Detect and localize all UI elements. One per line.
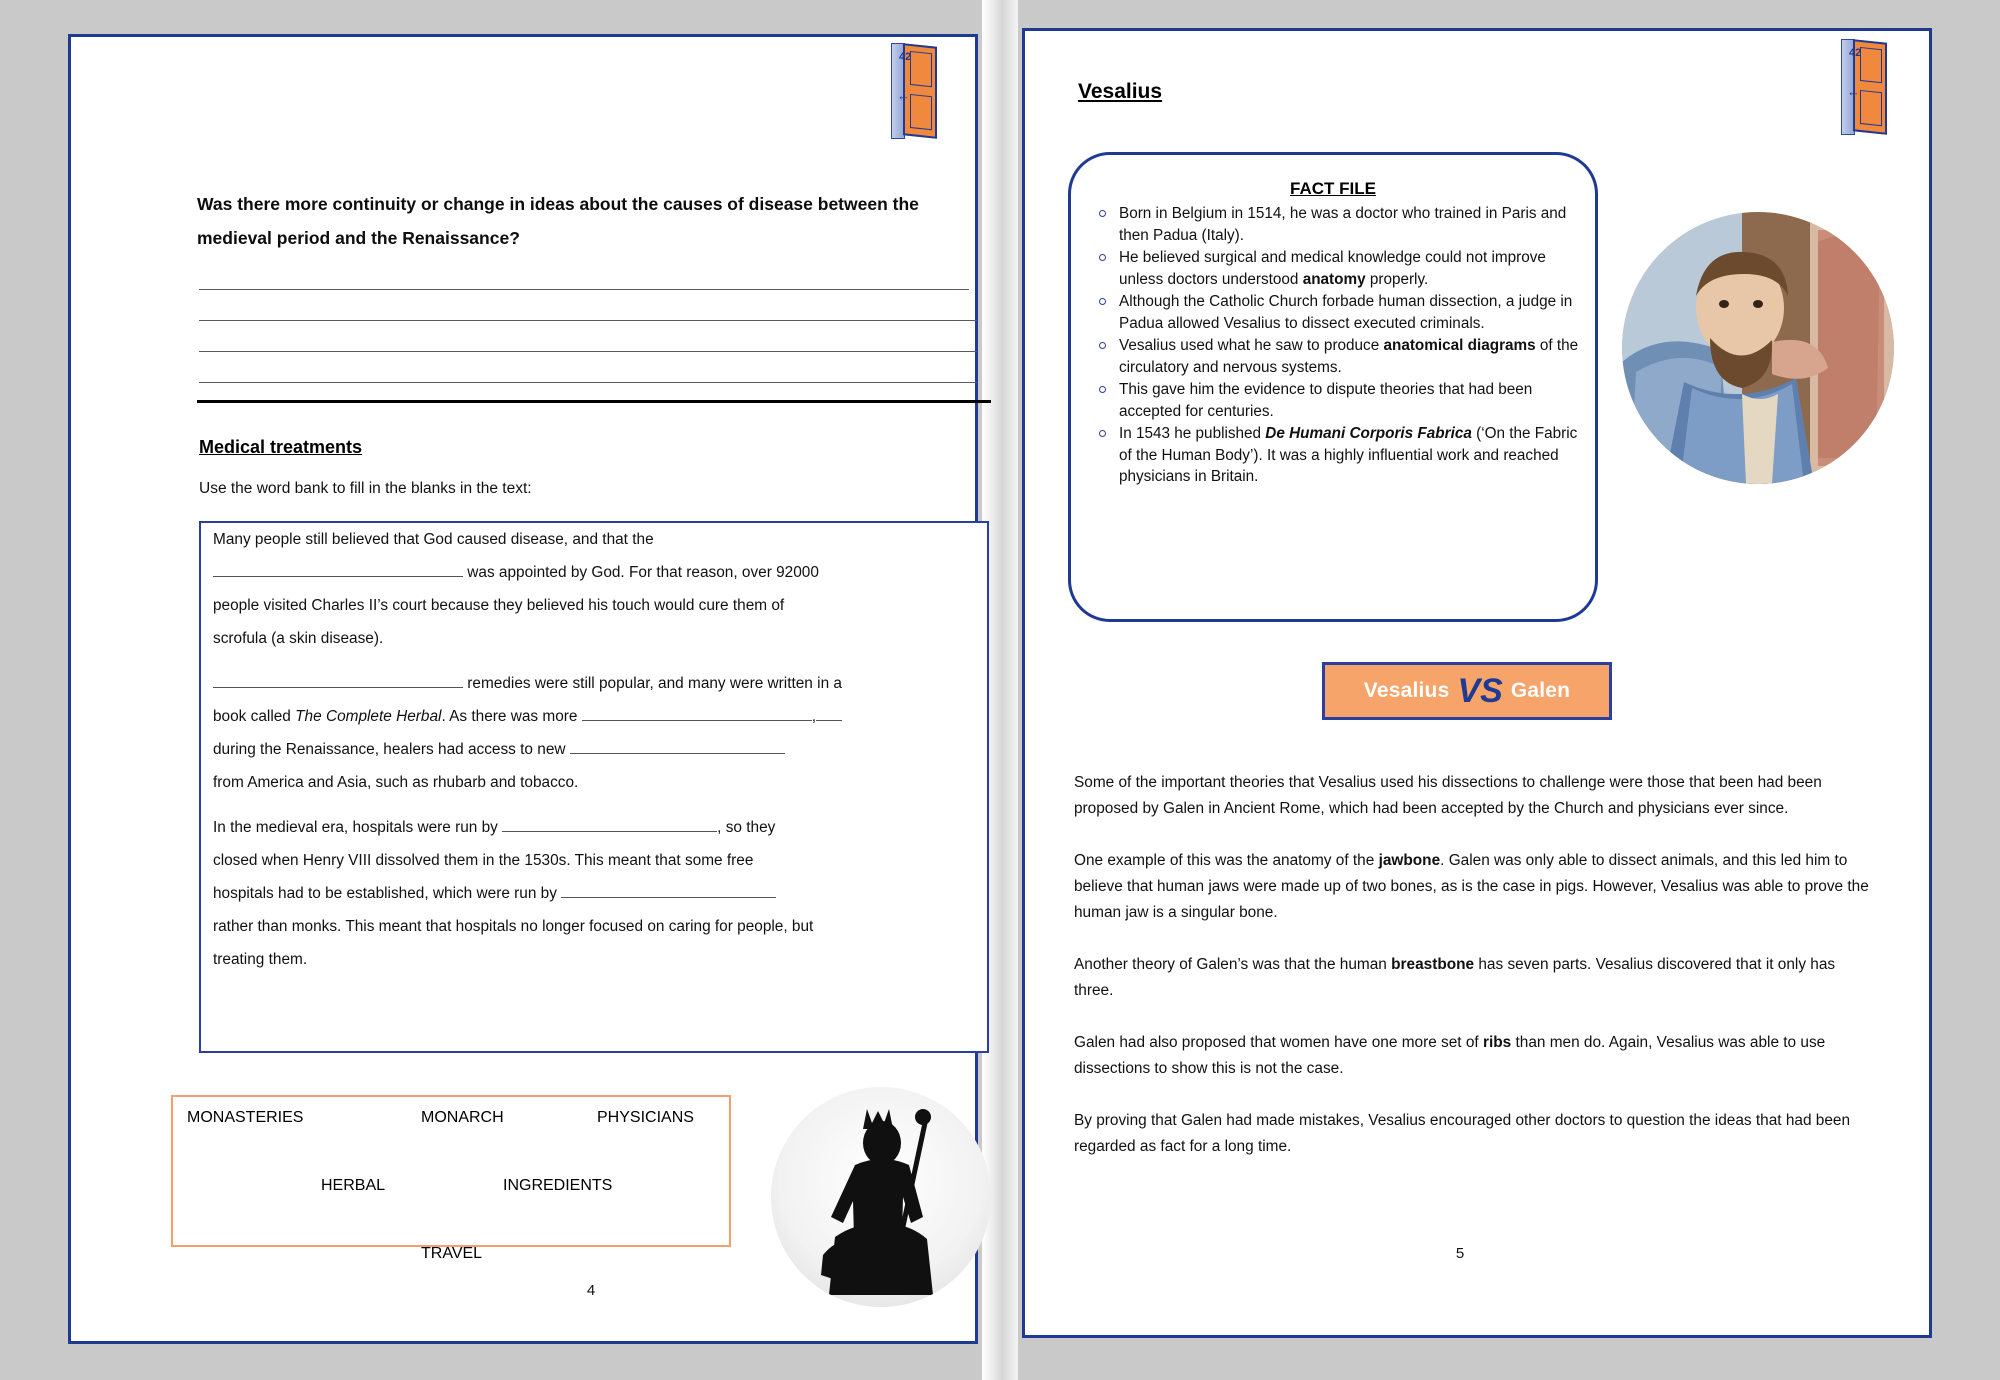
body-text — [1074, 770, 1874, 1186]
page-number: 4 — [586, 1282, 596, 1299]
cloze-line-3f: treating them. — [213, 951, 308, 968]
paragraph-keyword: jawbone — [1378, 852, 1441, 869]
door-icon — [891, 43, 939, 139]
paragraph-text: than men do. Again, Vesalius was able to use dissections to show this is not the case. — [1074, 1034, 1826, 1077]
word-bank-item[interactable]: TRAVEL — [421, 1245, 483, 1262]
paragraph-text: Galen had also proposed that women have one more set of — [1074, 1034, 1483, 1051]
instruction-text: Use the word bank to fill in the blanks in the text: — [199, 480, 532, 497]
fact-item-keyword: anatomical diagrams — [1383, 337, 1536, 354]
cloze-line-3a: In the medieval era, hospitals were run by — [213, 819, 498, 836]
paragraph — [1074, 1030, 1874, 1082]
fact-file-heading: FACT FILE — [1290, 179, 1376, 198]
banner-left-name: Vesalius — [1363, 679, 1450, 702]
paragraph-text: One example of this was the anatomy of the — [1074, 852, 1379, 869]
fact-item-text: In 1543 he published — [1119, 425, 1266, 442]
cloze-blank[interactable] — [213, 669, 463, 688]
king-silhouette-image — [771, 1087, 991, 1307]
vesalius-portrait-image — [1622, 212, 1894, 484]
cloze-line-2b: book called — [213, 708, 291, 725]
fact-file-list — [1071, 203, 1595, 488]
fact-item-text: He believed surgical and medical knowledge could not improve unless doctors understood — [1119, 249, 1546, 288]
fact-file-item — [1119, 335, 1581, 378]
paragraph-keyword: ribs — [1482, 1034, 1512, 1051]
paragraph-keyword: breastbone — [1391, 956, 1475, 973]
door-arrow-icon: ← — [897, 88, 910, 103]
answer-line[interactable] — [199, 290, 977, 321]
word-bank-item[interactable]: HERBAL — [321, 1177, 386, 1194]
section-divider — [197, 400, 991, 403]
fact-item-book-title: De Humani Corporis Fabrica — [1265, 425, 1472, 442]
cloze-paragraph-3 — [201, 811, 987, 976]
door-icon — [1841, 39, 1889, 135]
word-bank-item[interactable]: INGREDIENTS — [503, 1177, 613, 1194]
question-prompt: Was there more continuity or change in ideas about the causes of disease between the medieval period and the Renaissance? — [197, 194, 919, 248]
left-page — [68, 34, 978, 1344]
versus-mark: VS — [1457, 672, 1503, 710]
page-number: 5 — [1455, 1245, 1465, 1262]
cloze-blank[interactable] — [213, 558, 463, 577]
fact-item-text: Although the Catholic Church forbade human dissection, a judge in Padua allowed Vesalius to dissect executed criminals. — [1119, 293, 1573, 332]
cloze-paragraph-1 — [201, 523, 987, 655]
fact-file-box — [1068, 152, 1598, 622]
paragraph — [1074, 770, 1874, 822]
word-bank-item[interactable]: MONARCH — [421, 1109, 504, 1126]
answer-line[interactable] — [199, 259, 969, 290]
cloze-line-2e: during the Renaissance, healers had access to new — [213, 741, 566, 758]
banner-right-name: Galen — [1510, 679, 1571, 702]
cloze-blank[interactable] — [816, 702, 842, 721]
cloze-line-1a: Many people still believed that God caused disease, and that the — [213, 531, 654, 548]
fact-item-text: of the circulatory and nervous systems. — [1119, 337, 1579, 376]
door-icon-number: 42 — [1849, 47, 1862, 59]
vesalius-vs-galen-banner — [1322, 662, 1612, 720]
cloze-line-1b: was appointed by God. For that reason, over 92000 — [467, 564, 819, 581]
fact-item-text: This gave him the evidence to dispute theories that had been accepted for centuries. — [1119, 381, 1533, 420]
page-title: Vesalius — [1078, 80, 1163, 103]
door-icon-number: 42 — [899, 51, 912, 63]
cloze-line-3d: hospitals had to be established, which were run by — [213, 885, 557, 902]
answer-line[interactable] — [199, 352, 977, 383]
cloze-line-2a: remedies were still popular, and many were written in a — [467, 675, 842, 692]
fact-item-keyword: anatomy — [1302, 270, 1366, 288]
paragraph — [1074, 848, 1874, 926]
cloze-line-1d: scrofula (a skin disease). — [213, 630, 384, 647]
fact-item-text: (‘On the Fabric of the Human Body’). It was a highly influential work and reached physicians in Britain. — [1119, 425, 1578, 485]
fact-item-text: Vesalius used what he saw to produce — [1119, 337, 1384, 354]
door-arrow-icon: ← — [1847, 84, 1860, 99]
cloze-paragraph-2 — [201, 667, 987, 799]
cloze-line-2c: . As there was more — [441, 708, 578, 725]
paragraph — [1074, 1108, 1874, 1160]
cloze-blank[interactable] — [561, 879, 776, 898]
cloze-line-1c: people visited Charles II’s court because they believed his touch would cure them of — [213, 597, 785, 614]
book-title: The Complete Herbal — [295, 708, 442, 725]
answer-lines[interactable] — [199, 259, 979, 383]
word-bank-item[interactable]: MONASTERIES — [187, 1109, 304, 1126]
word-bank — [171, 1095, 731, 1262]
paragraph-text: . Galen was only able to dissect animals, and this led him to believe that human jaws were made up of two bones, as is the case in pigs. However, Vesalius was able to prove the human jaw is a singular bone. — [1074, 852, 1869, 921]
cloze-text-box[interactable] — [199, 521, 989, 1053]
word-bank-item[interactable]: PHYSICIANS — [597, 1109, 694, 1126]
cloze-line-2d: , — [811, 708, 817, 725]
cloze-line-2f: from America and Asia, such as rhubarb and tobacco. — [213, 774, 579, 791]
fact-file-item — [1119, 247, 1581, 290]
cloze-blank[interactable] — [582, 702, 812, 721]
paragraph-text: Some of the important theories that Vesalius used his dissections to challenge were those that been had been proposed by Galen in Ancient Rome, which had been accepted by the Church and physicians ever since. — [1074, 774, 1822, 817]
cloze-line-3e: rather than monks. This meant that hospitals no longer focused on caring for people, but — [213, 918, 814, 935]
fact-item-text: properly. — [1365, 270, 1429, 288]
fact-file-item — [1119, 203, 1581, 246]
answer-line[interactable] — [199, 321, 977, 352]
cloze-line-3c: closed when Henry VIII dissolved them in the 1530s. This meant that some free — [213, 852, 754, 869]
paragraph-text: Another theory of Galen’s was that the human — [1074, 956, 1392, 973]
cloze-blank[interactable] — [502, 813, 717, 832]
fact-file-item — [1119, 379, 1581, 422]
fact-item-text: Born in Belgium in 1514, he was a doctor who trained in Paris and then Padua (Italy). — [1119, 205, 1567, 244]
cloze-blank[interactable] — [570, 735, 785, 754]
paragraph-text: By proving that Galen had made mistakes, Vesalius encouraged other doctors to question the ideas that had been regarded as fact for a long time. — [1074, 1112, 1851, 1155]
fact-file-item — [1119, 423, 1581, 488]
cloze-line-3b: , so they — [717, 819, 776, 836]
paragraph-text: has seven parts. Vesalius discovered that it only has three. — [1074, 956, 1836, 999]
page-title: Medical treatments — [199, 437, 363, 457]
fact-file-item — [1119, 291, 1581, 334]
paragraph — [1074, 952, 1874, 1004]
